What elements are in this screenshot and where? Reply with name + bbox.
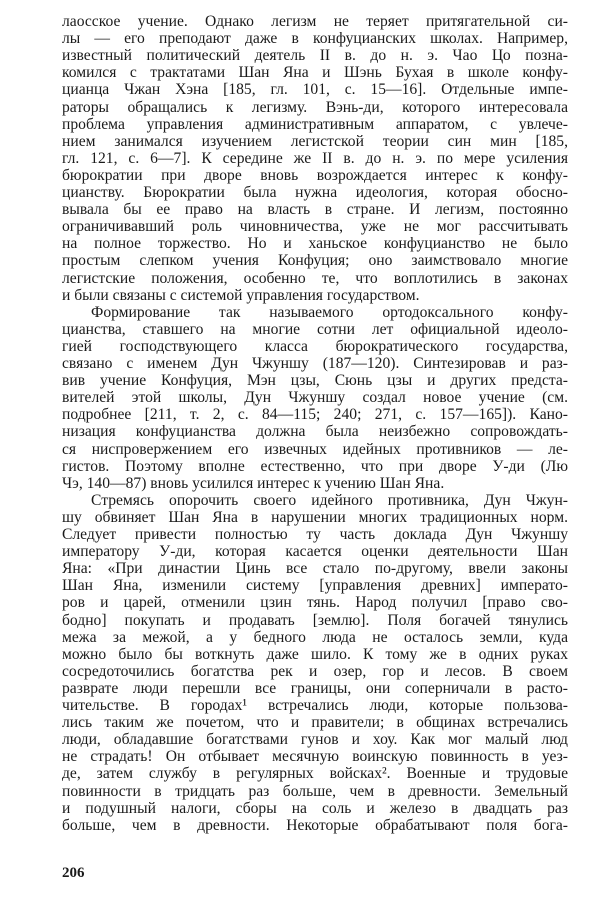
text-line: бюрократии при дворе вновь возрождается интерес к конфу- <box>62 166 568 184</box>
text-line: лаосское учение. Однако легизм не теряет притягательной си- <box>62 13 568 30</box>
text-line: ров и царей, отменили цзин тянь. Народ получил [право сво- <box>62 594 568 612</box>
text-line: лы — его преподают даже в конфуцианских школах. Например, <box>62 30 568 48</box>
text-line: чительстве. В городах¹ встречались люди, которые пользова- <box>62 697 568 714</box>
text-line: на полное торжество. Но и ханьское конфуцианство не было <box>62 235 568 253</box>
text-line: нием занимался изучением легистской теории син мин [185, <box>62 132 568 150</box>
text-line: гистов. Поэтому вполне естественно, что при дворе У-ди (Лю <box>62 457 568 475</box>
text-line: связано с именем Дун Чжуншу (187—120). Синтезировав и раз- <box>62 355 568 372</box>
text-line: Формирование так называемого ортодоксального конфу- <box>91 303 568 321</box>
text-line: не страдать! Он отбывает месячную воинскую повинность в уез- <box>62 748 568 766</box>
text-line: гией господствующего класса бюрократического государства, <box>62 337 568 355</box>
text-line: де, затем службу в регулярных войсках². Военные и трудовые <box>62 765 568 783</box>
page-number: 206 <box>62 865 85 881</box>
text-line: Чэ, 140—87) вновь усилился интерес к учению Шан Яна. <box>62 474 445 492</box>
text-line: можно было бы воткнуть даже шило. К тому же в одних руках <box>62 645 568 663</box>
text-line: бодно] покупать и продавать [землю]. Поля богачей тянулись <box>62 611 568 629</box>
text-line: межа за межой, а у бедного люда не осталось земли, куда <box>62 628 568 646</box>
text-line: шу обвиняет Шан Яна в нарушении многих традиционных норм. <box>62 508 568 526</box>
text-line: вывала бы ее право на власть в стране. И легизм, постоянно <box>62 201 568 219</box>
text-line: Стремясь опорочить своего идейного противника, Дун Чжун- <box>91 491 568 509</box>
text-line: лись таким же почетом, что и правители; в общинах встречались <box>62 714 568 732</box>
text-line: цианства, ставшего на многие сотни лет официальной идеоло- <box>62 320 568 338</box>
text-line: Следует привести полностью ту часть доклада Дун Чжуншу <box>62 526 568 543</box>
text-line: цианству. Бюрократии была нужна идеология, которая обосно- <box>62 184 568 201</box>
text-line: ограничивавший роль чиновничества, уже не мог рассчитывать <box>62 218 568 236</box>
text-line: Шан Яна, изменили систему [управления древних] императо- <box>62 577 568 595</box>
text-line: больше, чем в древности. Некоторые обрабатывают поля бога- <box>62 816 568 834</box>
text-line: вив учение Конфуция, Мэн цзы, Сюнь цзы и других предста- <box>62 372 568 390</box>
text-line: люди, обладавшие богатствами гунов и хоу. Как мог малый люд <box>62 731 568 749</box>
text-line: гл. 121, с. 6—7]. К середине же II в. до н. э. по мере усиления <box>62 149 568 167</box>
text-line: ся ниспровержением его извечных идейных противников — ле- <box>62 440 568 458</box>
text-line: подробнее [211, т. 2, с. 84—115; 240; 271, с. 157—165]). Кано- <box>62 406 568 424</box>
text-line: легистские положения, особенно те, что воплотились в законах <box>62 269 568 287</box>
text-line: и подушный налоги, сборы на соль и железо в двадцать раз <box>62 799 568 817</box>
text-line: низация конфуцианства должна была неизбежно сопровождать- <box>62 423 568 441</box>
text-line: раторы обращались к легизму. Вэнь-ди, которого интересовала <box>62 98 568 116</box>
text-line: и были связаны с системой управления государством. <box>62 286 420 304</box>
text-line: проблема управления административным аппаратом, с увлече- <box>62 115 568 133</box>
text-line: вителей этой школы, Дун Чжуншу создал новое учение (см. <box>62 389 568 407</box>
text-line: Яна: «При династии Цинь все стало по-другому, ввели законы <box>62 560 568 578</box>
text-line: повинности в тридцать раз больше, чем в древности. Земельный <box>62 782 568 800</box>
text-line: простым слепком учения Конфуция; оно заимствовало многие <box>62 252 568 270</box>
text-line: сосредоточились богатства рек и озер, гор и лесов. В своем <box>62 662 568 680</box>
text-line: комился с трактатами Шан Яна и Шэнь Бухая в школе конфу- <box>62 64 568 82</box>
text-line: императору У-ди, которая касается оценки деятельности Шан <box>62 543 568 561</box>
text-line: цианца Чжан Хэна [185, гл. 101, с. 15—16]. Отдельные импе- <box>62 81 568 99</box>
text-line: разврате люди перешли все границы, они соперничали в расто- <box>62 679 568 697</box>
text-line: известный политический деятель II в. до н. э. Чао Цо позна- <box>62 47 568 65</box>
